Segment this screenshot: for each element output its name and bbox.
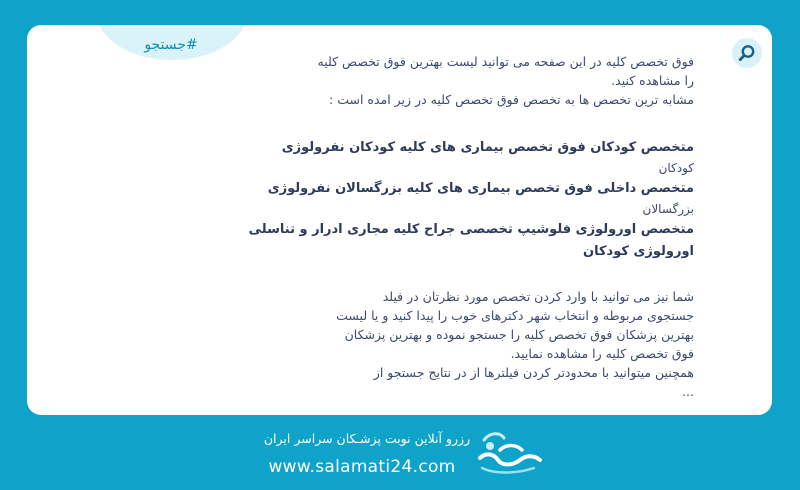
description-line: شما نیز می توانید با وارد کردن تخصص مورد نظرتان در فیلد [382, 289, 694, 304]
description-line: فوق تخصص کلیه را مشاهده نمایید. [510, 346, 694, 361]
search-button[interactable] [732, 38, 762, 68]
description-line: همچنین میتوانید با محدودتر کردن فیلترها از در نتایج جستجو از [373, 365, 694, 380]
intro-line: را مشاهده کنید. [611, 73, 694, 88]
specialty-link[interactable]: متخصص داخلی فوق تخصص بیماری های کلیه بزرگسالان نفرولوژی [267, 181, 694, 196]
content-card [27, 25, 772, 415]
specialty-sub[interactable]: کودکان [658, 161, 694, 175]
specialty-link[interactable]: متخصص اورولوژی فلوشیپ تخصصی جراح کلیه مجاری ادرار و تناسلی [248, 222, 694, 237]
footer-tagline: رزرو آنلاین نوبت پزشـکان سراسر ایران [263, 431, 471, 446]
intro-line: مشابه ترین تخصص ها به تخصص فوق تخصص کلیه در زیر امده است : [329, 92, 694, 107]
description-ellipsis: ... [682, 384, 694, 399]
description-line: جستجوی مربوطه و انتخاب شهر دکترهای خوب را پیدا کنید و یا لیست [336, 308, 694, 323]
specialty-sub[interactable]: اورولوژی کودکان [583, 244, 694, 259]
article-body [114, 52, 694, 415]
search-icon [738, 44, 756, 62]
description-line: بهترین پزشکان فوق تخصص کلیه را جستجو نموده و بهترین پزشکان [344, 327, 694, 342]
intro-line: فوق تخصص کلیه در این صفحه می توانید لیست بهترین فوق تخصص کلیه [317, 54, 694, 69]
specialty-sub[interactable]: بزرگسالان [642, 202, 694, 216]
footer-url[interactable]: www.salamati24.com [268, 457, 456, 477]
search-tag[interactable]: #جستجو [144, 37, 198, 53]
salamati-logo [476, 428, 544, 478]
specialty-link[interactable]: متخصص کودکان فوق تخصص بیماری های کلیه کودکان نفرولوژی [281, 140, 694, 155]
